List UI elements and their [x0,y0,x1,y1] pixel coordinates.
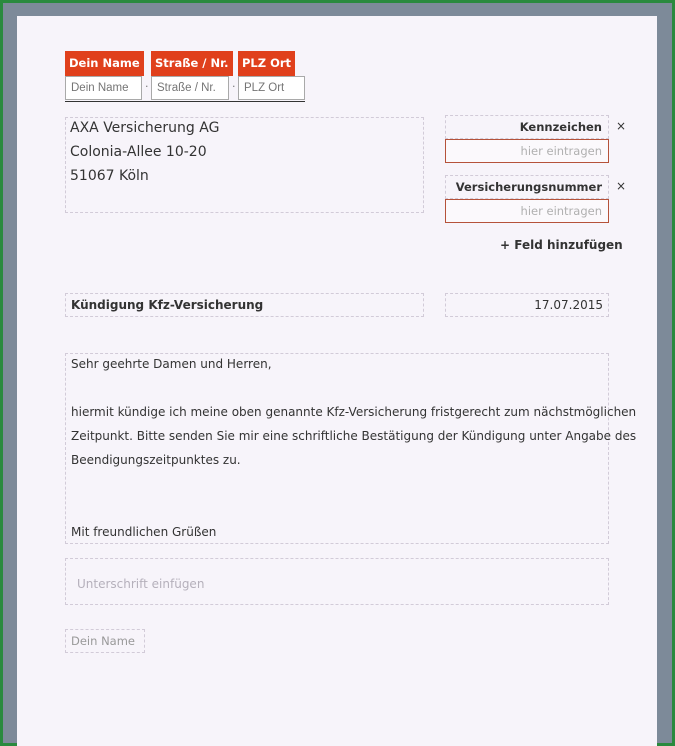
sender-separator: · [232,80,236,93]
sender-underline [65,101,305,102]
sender-name-tag: Dein Name [65,51,144,76]
signature-field[interactable]: Unterschrift einfügen [65,558,609,605]
body-line: Beendigungszeitpunktes zu. [71,453,241,467]
remove-field-icon[interactable]: × [616,119,627,133]
sender-street-tag: Straße / Nr. [151,51,233,76]
sender-city-tag: PLZ Ort [238,51,295,76]
add-field-button[interactable]: + Feld hinzufügen [500,238,623,252]
date-field[interactable]: 17.07.2015 [445,293,609,317]
signer-name-field[interactable]: Dein Name [65,629,145,653]
field-input-kennzeichen[interactable]: hier eintragen [445,139,609,163]
sender-city-input[interactable] [238,76,305,100]
recipient-line: 51067 Köln [70,168,149,184]
sender-street-input[interactable] [151,76,229,100]
recipient-line: Colonia-Allee 10-20 [70,144,207,160]
closing-text: Mit freundlichen Grüßen [71,525,217,539]
field-label-versicherungsnummer[interactable]: Versicherungsnummer [445,175,609,199]
body-line: Zeitpunkt. Bitte senden Sie mir eine schriftliche Bestätigung der Kündigung unter Angabe des [71,429,637,443]
subject-field[interactable]: Kündigung Kfz-Versicherung [65,293,424,317]
recipient-line: AXA Versicherung AG [70,120,220,136]
remove-field-icon[interactable]: × [616,179,627,193]
body-line: hiermit kündige ich meine oben genannte Kfz-Versicherung fristgerecht zum nächstmöglichen [71,405,637,419]
sender-name-input[interactable] [65,76,142,100]
letter-body-box[interactable] [65,353,609,544]
sender-separator: · [145,80,149,93]
field-input-versicherungsnummer[interactable]: hier eintragen [445,199,609,223]
salutation-text: Sehr geehrte Damen und Herren, [71,357,272,371]
field-label-kennzeichen[interactable]: Kennzeichen [445,115,609,139]
